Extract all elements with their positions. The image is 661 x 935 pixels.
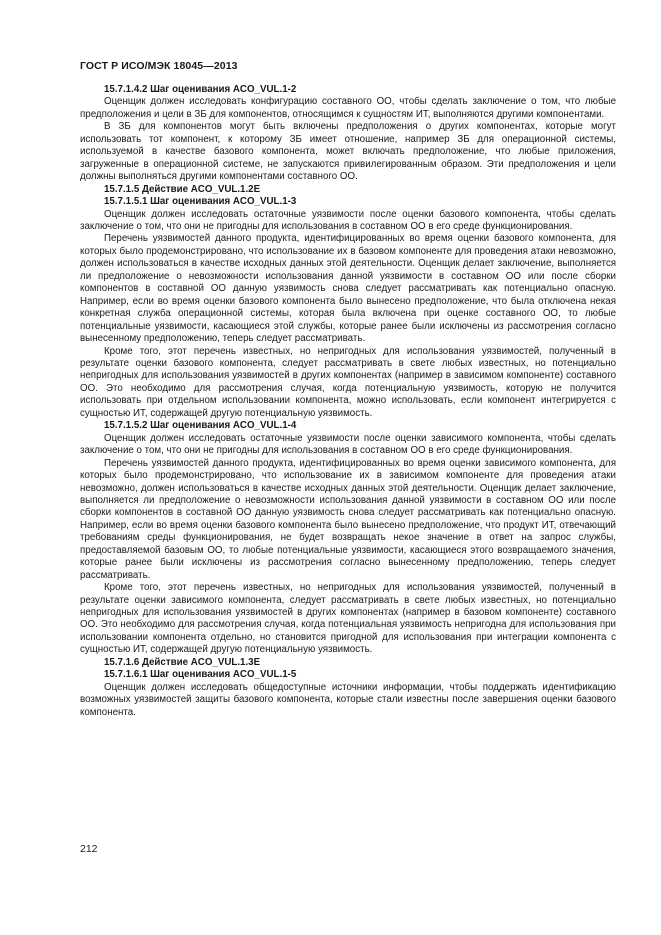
page-number: 212 <box>80 843 98 855</box>
paragraph: Кроме того, этот перечень известных, но непригодных для использования уязвимостей, полученный в результате оценки базового компонента, следует рассматривать в свете любых известных, но потенциально непригодных для использования уязвимостей в других компонентах (например в зависимом компоненте) составного ОО. Это необходимо для рассмотрения случая, когда потенциальную уязвимость, которую не получится использовать при отдельном использовании компонента, можно использовать, если компонент интегрируется с сущностью ИТ, содержащей другую потенциальную уязвимость. <box>80 345 616 419</box>
document-body <box>80 84 616 719</box>
paragraph: Оценщик должен исследовать остаточные уязвимости после оценки базового компонента, чтобы сделать заключение о том, что они не пригодны для использования в составном ОО в его среде функционирования. <box>80 208 616 232</box>
section-heading: 15.7.1.5 Действие ACO_VUL.1.2E <box>104 183 261 195</box>
paragraph: Перечень уязвимостей данного продукта, идентифицированных во время оценки зависимого компонента, для которых было продемонстрировано, что использование их в зависимом компоненте для проведения атаки невозможно, должен использоваться в качестве исходных данных этой деятельности. Оценщик делает заключение, выполняется ли предположение о невозможности использования данной уязвимости в составном ОО или после сборки компонентов в составной ОО данную уязвимость снова следует рассматривать как потенциально опасную. Например, если во время оценки базового компонента было вынесено предположение, что продукт ИТ, отвечающий требованиям среды функционирования, не будет возвращать некое значение в ответ на запрос службы, предоставляемой базовым ОО, то любые потенциальные уязвимости, касающиеся этого возвращаемого значения, которые ранее были исключены из рассмотрения согласно вынесенному предположению, теперь следует рассматривать. <box>80 457 616 581</box>
paragraph: Оценщик должен исследовать конфигурацию составного ОО, чтобы сделать заключение о том, что любые предположения и цели в ЗБ для компонентов, относящимся к сущностям ИТ, выполняются другими компонентами. <box>80 96 616 120</box>
section-heading: 15.7.1.6 Действие ACO_VUL.1.3E <box>104 656 261 668</box>
section-heading: 15.7.1.5.2 Шаг оценивания ACO_VUL.1-4 <box>104 420 297 432</box>
paragraph: В ЗБ для компонентов могут быть включены предположения о других компонентах, которые могут использовать тот компонент, к которому ЗБ имеет отношение, например ЗБ для операционной системы, используемой в качестве базового компонента, может включать предположение, что любые приложения, загруженные в операционной системе, не запускаются привилегированным образом. Эти предположения и цели должны выполняться другими компонентами составного ОО. <box>80 121 616 183</box>
paragraph: Оценщик должен исследовать общедоступные источники информации, чтобы поддержать идентификацию возможных уязвимостей защиты базового компонента, которые стали известны после завершения оценки базового компонента. <box>80 681 616 718</box>
paragraph: Перечень уязвимостей данного продукта, идентифицированных во время оценки базового компонента, для которых было продемонстрировано, что использование их в базовом компоненте для проведения атаки невозможно, должен использоваться в качестве исходных данных этой деятельности. Оценщик делает заключение, выполняется ли предположение о невозможности использования данной уязвимости в составном ОО или после сборки компонентов в составной ОО данную уязвимость снова следует рассматривать как потенциально опасную. Например, если во время оценки базового компонента было вынесено предположение, что была отключена некая конкретная служба операционной системы, которая была включена при оценке составного ОО, то любые потенциальные уязвимости, касающиеся этой службы, которые ранее были исключены из рассмотрения согласно вынесенному предположению, теперь следует рассматривать. <box>80 233 616 345</box>
section-heading: 15.7.1.5.1 Шаг оценивания ACO_VUL.1-3 <box>104 196 297 208</box>
paragraph: Оценщик должен исследовать остаточные уязвимости после оценки зависимого компонента, чтобы сделать заключение о том, что они не пригодны для использования в составном ОО в его среде функционирования. <box>80 432 616 457</box>
section-heading: 15.7.1.4.2 Шаг оценивания ACO_VUL.1-2 <box>104 84 297 95</box>
paragraph: Кроме того, этот перечень известных, но непригодных для использования уязвимостей, полученный в результате оценки зависимого компонента, следует рассматривать в свете любых известных, но потенциально непригодных для использования уязвимостей в других компонентах (например в базовом компоненте) составного ОО. Это необходимо для рассмотрения случая, когда потенциальная уязвимость непригодна для использования при использовании компонента отдельно, но становится пригодной для использования при интеграции компонента с сущностью ИТ, содержащей другую потенциальную уязвимость. <box>80 582 616 656</box>
section-heading: 15.7.1.6.1 Шаг оценивания ACO_VUL.1-5 <box>104 669 297 681</box>
document-header: ГОСТ Р ИСО/МЭК 18045—2013 <box>80 60 238 72</box>
